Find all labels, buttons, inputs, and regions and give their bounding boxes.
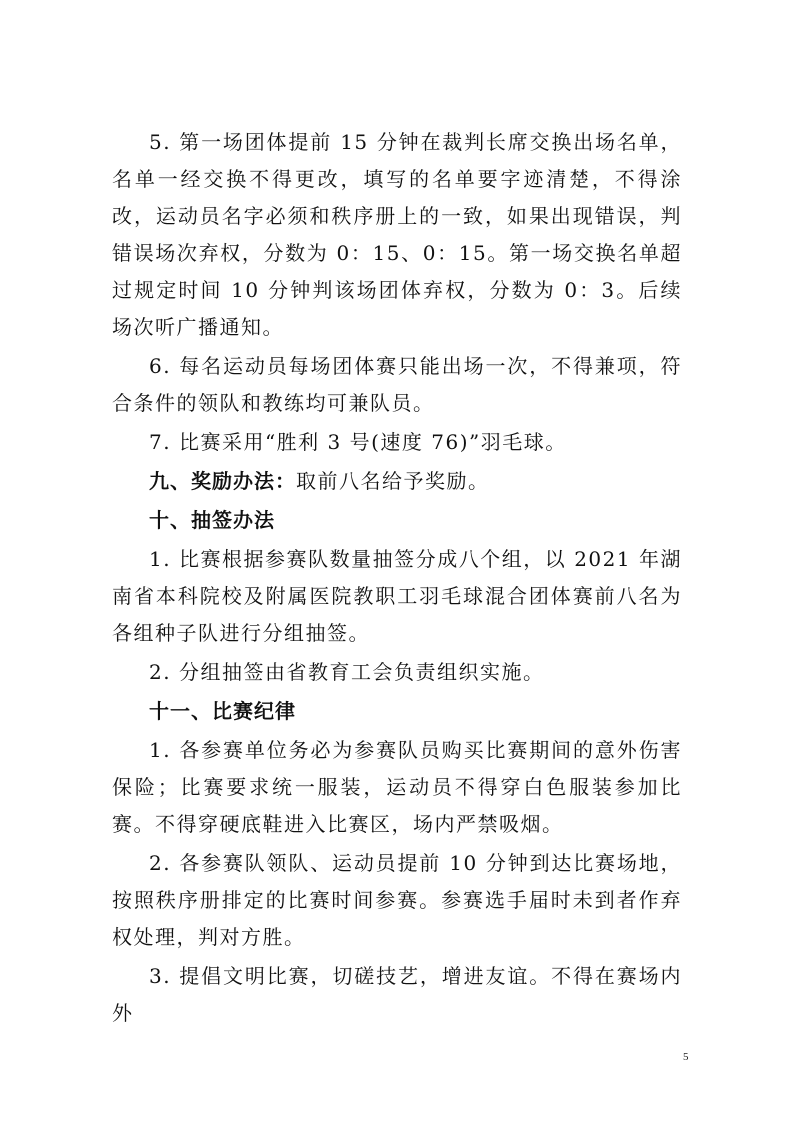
section-10-item-1: 1. 比赛根据参赛队数量抽签分成八个组，以 2021 年湖南省本科院校及附属医院教职工羽毛球混合团体赛前八名为各组种子队进行分组抽签。	[112, 547, 682, 645]
section-11-item-3: 3. 提倡文明比赛，切磋技艺，增进友谊。不得在赛场内外	[112, 964, 682, 1025]
rule-6-paragraph: 6. 每名运动员每场团体赛只能出场一次，不得兼项，符合条件的领队和教练均可兼队员。	[112, 354, 682, 415]
section-9-heading: 九、奖励办法：	[149, 469, 296, 493]
section-10-heading: 十、抽签办法	[149, 508, 275, 532]
section-11-item-1: 1. 各参赛单位务必为参赛队员购买比赛期间的意外伤害保险；比赛要求统一服装，运动员不得穿白色服装参加比赛。不得穿硬底鞋进入比赛区，场内严禁吸烟。	[112, 738, 682, 836]
section-9-paragraph	[112, 463, 682, 500]
section-10-item-2: 2. 分组抽签由省教育工会负责组织实施。	[149, 660, 545, 684]
rule-5-paragraph: 5. 第一场团体提前 15 分钟在裁判长席交换出场名单，名单一经交换不得更改，填写的名单要字迹清楚，不得涂改，运动员名字必须和秩序册上的一致，如果出现错误，判错误场次弃权，分数为 0：15、0：15。第一场交换名单超过规定时间 10 分钟判该场团体弃权，分数为 0：3。后续场次听广播通知。	[112, 130, 682, 339]
section-11-item-2: 2. 各参赛队领队、运动员提前 10 分钟到达比赛场地，按照秩序册排定的比赛时间参赛。参赛选手届时未到者作弃权处理，判对方胜。	[112, 851, 682, 949]
rule-7-paragraph: 7. 比赛采用“胜利 3 号(速度 76)”羽毛球。	[149, 430, 567, 454]
document-body	[112, 124, 682, 1034]
page-number: 5	[683, 1051, 689, 1063]
section-9-text: 取前八名给予奖励。	[296, 469, 490, 493]
section-11-heading: 十一、比赛纪律	[149, 699, 296, 723]
